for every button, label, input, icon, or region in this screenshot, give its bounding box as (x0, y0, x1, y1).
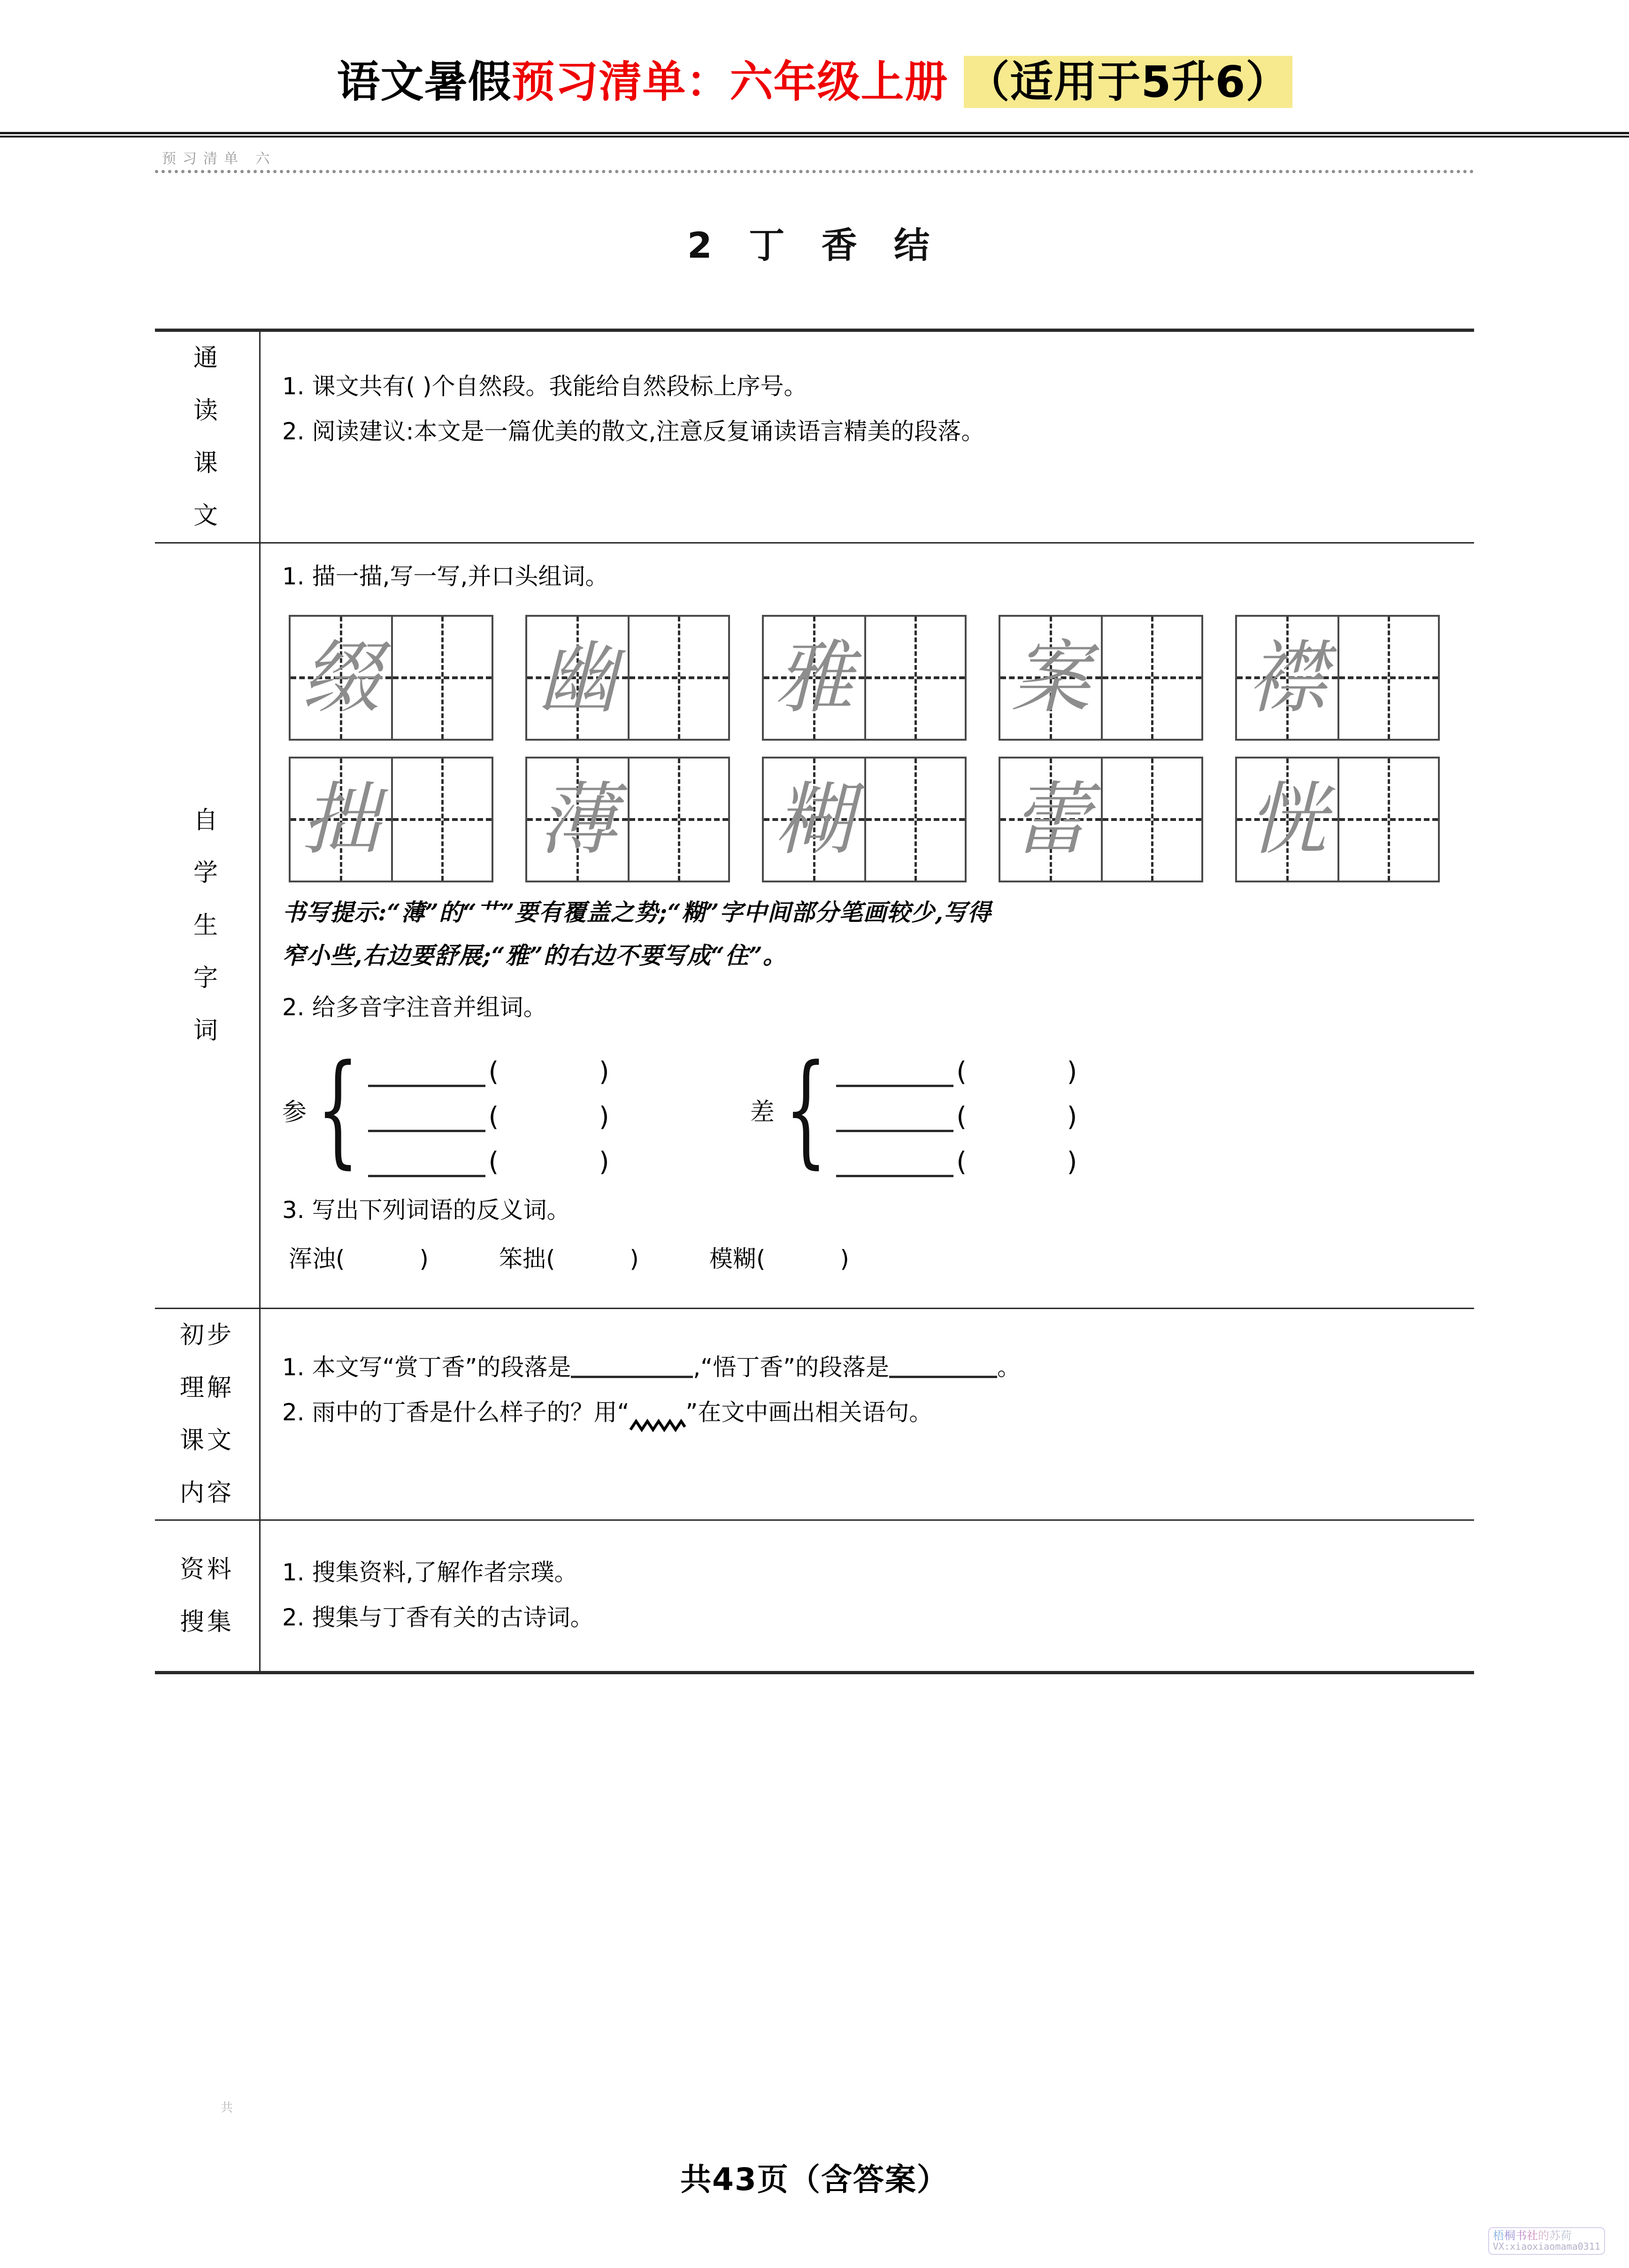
word-paren: ( ) (488, 1102, 609, 1132)
row-label-comprehension (155, 1309, 261, 1519)
curly-brace-icon: { (316, 1038, 360, 1180)
grid-cell-filled (764, 759, 864, 881)
polyphone-character: 参 (282, 1098, 307, 1126)
watermark-line2: VX:xiaoxiaomama0311 (1493, 2241, 1600, 2253)
grid-cell-filled (291, 617, 391, 739)
pinyin-blank[interactable] (368, 1058, 485, 1087)
pinyin-blank[interactable] (836, 1149, 953, 1177)
q-text-part1: 1. 本文写“赏丁香”的段落是 (282, 1354, 571, 1381)
task-item: 2. 阅读建议:本文是一篇优美的散文,注意反复诵读语言精美的段落。 (282, 418, 985, 445)
row-label-char: 搜集 (179, 1608, 234, 1636)
row-content-read-text (261, 332, 1474, 542)
character-practice-box (999, 757, 1203, 882)
row-content-self-study (261, 544, 1474, 1308)
antonym-item[interactable]: 笨拙( ) (499, 1245, 639, 1272)
curly-brace-icon: { (784, 1038, 827, 1180)
row-label-char: 生 (193, 912, 221, 940)
practice-character: 雅 (775, 632, 853, 724)
grid-cell-filled (527, 759, 628, 881)
word-paren: ( ) (956, 1057, 1077, 1087)
answer-blank[interactable] (889, 1376, 997, 1378)
task-item: 1. 课文共有( )个自然段。我能给自然段标上序号。 (282, 373, 807, 400)
header-title (0, 56, 1629, 108)
row-label-char: 课文 (179, 1426, 234, 1455)
polyphone-answer-row[interactable] (836, 1042, 1077, 1087)
row-label-char: 词 (193, 1017, 221, 1045)
header-title-highlight: （适用于5升6） (964, 56, 1292, 108)
watermark-char: 的 (1538, 2229, 1549, 2242)
row-content-research (261, 1521, 1474, 1671)
row-label-research (155, 1521, 261, 1671)
grid-cell-blank[interactable] (391, 759, 492, 881)
row-content-comprehension (261, 1309, 1474, 1519)
pinyin-blank[interactable] (368, 1103, 485, 1132)
character-practice-box (525, 615, 730, 741)
header-divider (0, 132, 1629, 138)
watermark-char: 苏 (1549, 2229, 1560, 2242)
character-practice-box (289, 757, 493, 882)
task-item-underline-rain (282, 1390, 1458, 1435)
grid-cell-blank[interactable] (628, 617, 728, 739)
grid-cell-blank[interactable] (1337, 617, 1438, 739)
practice-character: 襟 (1248, 632, 1327, 724)
character-practice-box (999, 615, 1203, 741)
q-text-part2: ,“悟丁香”的段落是 (693, 1354, 890, 1381)
watermark (1488, 2227, 1605, 2255)
row-label-char: 学 (193, 859, 221, 887)
grid-cell-filled (1000, 617, 1101, 739)
grid-cell-filled (1237, 759, 1337, 881)
practice-character: 糊 (775, 774, 853, 866)
watermark-char: 书 (1515, 2229, 1527, 2242)
wavy-underline-icon (630, 1417, 686, 1431)
character-practice-box (1235, 615, 1440, 741)
watermark-char: 梧 (1493, 2229, 1504, 2242)
grid-cell-blank[interactable] (1101, 759, 1201, 881)
word-paren: ( ) (488, 1057, 609, 1087)
row-label-char: 字 (193, 964, 221, 992)
character-practice-box (289, 615, 493, 741)
writing-tip-continued (282, 934, 1458, 977)
polyphone-answer-row[interactable] (368, 1132, 609, 1177)
polyphone-character: 差 (750, 1098, 775, 1126)
practice-character: 缀 (301, 632, 380, 724)
watermark-char: 桐 (1504, 2229, 1515, 2242)
row-label-char: 资料 (179, 1555, 234, 1584)
polyphone-answer-rows (836, 1042, 1077, 1177)
header-title-black: 语文暑假 (337, 57, 512, 107)
polyphone-entry-cha (750, 1038, 1077, 1180)
practice-character: 薄 (538, 774, 617, 866)
grid-cell-blank[interactable] (391, 617, 492, 739)
grid-cell-blank[interactable] (864, 759, 965, 881)
task-item-polyphone: 2. 给多音字注音并组词。 (282, 994, 547, 1021)
row-label-char: 理解 (179, 1374, 234, 1402)
grid-cell-filled (1000, 759, 1101, 881)
q-text-part1: 2. 雨中的丁香是什么样子的？用“ (282, 1399, 630, 1426)
word-paren: ( ) (956, 1147, 1077, 1177)
row-label-char: 通 (193, 344, 221, 372)
task-item-paragraph-blanks (282, 1345, 1458, 1390)
watermark-char: 社 (1527, 2229, 1538, 2242)
footer-text-remnant: 共 (221, 2101, 238, 2115)
row-label-self-study (155, 544, 261, 1308)
character-practice-box (762, 615, 967, 741)
page-title: 2 丁 香 结 (687, 224, 942, 266)
polyphone-answer-row[interactable] (836, 1087, 1077, 1132)
grid-cell-filled (291, 759, 391, 881)
task-item: 2. 搜集与丁香有关的古诗词。 (282, 1604, 594, 1631)
clipped-text-remnant: 预习清单 六 (162, 151, 277, 167)
polyphone-group (282, 1038, 1458, 1180)
writing-tip-label: 书写提示: (282, 898, 387, 926)
character-practice-row-2 (289, 757, 1458, 882)
character-practice-box (1235, 757, 1440, 882)
worksheet-table (155, 329, 1474, 1674)
writing-tip-line2: 窄小些,右边要舒展;“雅”的右边不要写成“住”。 (282, 942, 787, 969)
character-practice-row-1 (289, 615, 1458, 741)
grid-cell-filled (1237, 617, 1337, 739)
page-footer: 共43页（含答案） (680, 2161, 949, 2198)
word-paren: ( ) (956, 1102, 1077, 1132)
grid-cell-filled (527, 617, 628, 739)
practice-character: 恍 (1248, 774, 1327, 866)
dashed-separator (155, 170, 1474, 173)
row-label-char: 读 (193, 397, 221, 425)
q-text-part3: 。 (997, 1354, 1021, 1381)
table-row-comprehension (155, 1309, 1474, 1521)
polyphone-answer-row[interactable] (836, 1132, 1077, 1177)
pinyin-blank[interactable] (836, 1058, 953, 1087)
page-header (0, 0, 1629, 141)
antonym-item[interactable]: 浑浊( ) (289, 1245, 429, 1272)
practice-character: 案 (1011, 632, 1090, 724)
row-label-char: 初步 (179, 1321, 234, 1349)
polyphone-entry-can (282, 1038, 609, 1180)
grid-cell-blank[interactable] (1101, 617, 1201, 739)
grid-cell-blank[interactable] (1337, 759, 1438, 881)
watermark-line1 (1493, 2230, 1600, 2242)
pinyin-blank[interactable] (368, 1149, 485, 1177)
task-item-trace-write: 1. 描一描,写一写,并口头组词。 (282, 563, 609, 590)
writing-tip-line1: “薄”的“艹”要有覆盖之势;“糊”字中间部分笔画较少,写得 (387, 898, 991, 926)
grid-cell-blank[interactable] (864, 617, 965, 739)
practice-character: 蕾 (1011, 774, 1090, 866)
antonym-item[interactable]: 模糊( ) (709, 1245, 849, 1272)
grid-cell-blank[interactable] (628, 759, 728, 881)
row-label-char: 自 (193, 806, 221, 835)
watermark-char: 荷 (1560, 2229, 1572, 2242)
answer-blank[interactable] (571, 1376, 693, 1378)
practice-character: 幽 (538, 632, 617, 724)
polyphone-answer-rows (368, 1042, 609, 1177)
row-label-char: 课 (193, 449, 221, 477)
grid-cell-filled (764, 617, 864, 739)
word-paren: ( ) (488, 1147, 609, 1177)
row-label-char: 内容 (179, 1479, 234, 1507)
task-item-antonym: 3. 写出下列词语的反义词。 (282, 1196, 570, 1224)
practice-character: 拙 (301, 774, 380, 866)
character-practice-box (525, 757, 730, 882)
task-item: 1. 搜集资料,了解作者宗璞。 (282, 1559, 578, 1586)
antonym-row (289, 1236, 1458, 1281)
pinyin-blank[interactable] (836, 1103, 953, 1132)
row-label-read-text (155, 332, 261, 542)
row-label-char: 文 (193, 502, 221, 530)
table-row-read-text (155, 332, 1474, 544)
polyphone-answer-row[interactable] (368, 1042, 609, 1087)
writing-tip (282, 891, 1458, 934)
polyphone-answer-row[interactable] (368, 1087, 609, 1132)
q-text-part2: ”在文中画出相关语句。 (685, 1399, 933, 1426)
header-title-red: 预习清单：六年级上册 (511, 57, 948, 107)
character-practice-box (762, 757, 967, 882)
table-row-research (155, 1521, 1474, 1671)
table-row-self-study (155, 544, 1474, 1309)
